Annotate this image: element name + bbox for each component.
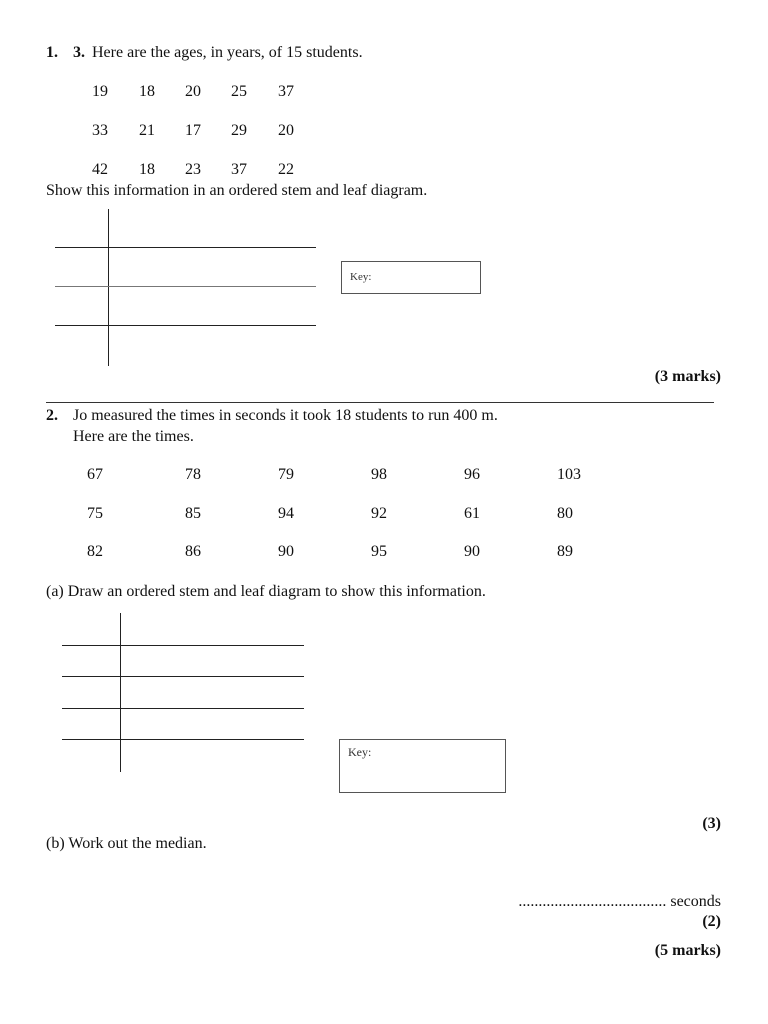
- q2-value: 90: [464, 543, 480, 560]
- q1-instruction: Show this information in an ordered stem and leaf diagram.: [46, 182, 428, 199]
- q2-value: 103: [557, 466, 581, 483]
- q1-grid-line: [55, 286, 316, 287]
- q2-total-marks: (5 marks): [654, 942, 721, 959]
- q2-part-b-marks: (2): [702, 913, 721, 930]
- q2-value: 61: [464, 505, 480, 522]
- q2-value: 82: [87, 543, 103, 560]
- q1-value: 22: [278, 161, 294, 178]
- q2-part-b: (b) Work out the median.: [46, 835, 207, 852]
- q1-prompt: Here are the ages, in years, of 15 students.: [92, 44, 363, 61]
- q1-value: 18: [139, 83, 155, 100]
- q2-part-a-marks: (3): [702, 815, 721, 832]
- q2-grid-line: [62, 708, 304, 709]
- q2-value: 85: [185, 505, 201, 522]
- q2-value: 86: [185, 543, 201, 560]
- q2-stem-divider: [120, 613, 121, 772]
- q2-value: 67: [87, 466, 103, 483]
- q2-value: 80: [557, 505, 573, 522]
- q1-value: 29: [231, 122, 247, 139]
- q1-number: 1.: [46, 44, 58, 61]
- q2-value: 79: [278, 466, 294, 483]
- q2-grid-line: [62, 739, 304, 740]
- q2-value: 98: [371, 466, 387, 483]
- q1-marks: (3 marks): [654, 368, 721, 385]
- q1-value: 37: [278, 83, 294, 100]
- q2-key-label: Key:: [348, 745, 372, 759]
- q1-value: 25: [231, 83, 247, 100]
- q1-value: 17: [185, 122, 201, 139]
- q2-part-a: (a) Draw an ordered stem and leaf diagram to show this information.: [46, 583, 486, 600]
- q2-number: 2.: [46, 407, 58, 424]
- q1-stem-divider: [108, 209, 109, 366]
- q1-grid-line: [55, 247, 316, 248]
- q2-grid-line: [62, 645, 304, 646]
- q2-answer-line[interactable]: ..................................... seconds: [518, 893, 721, 910]
- q2-value: 75: [87, 505, 103, 522]
- q1-grid-line: [55, 325, 316, 326]
- q1-key-box[interactable]: [341, 261, 481, 294]
- q1-sub-number: 3.: [73, 44, 85, 61]
- question-separator: [46, 402, 714, 403]
- q1-value: 23: [185, 161, 201, 178]
- q2-value: 90: [278, 543, 294, 560]
- q1-value: 18: [139, 161, 155, 178]
- q1-value: 21: [139, 122, 155, 139]
- q2-value: 89: [557, 543, 573, 560]
- q2-value: 92: [371, 505, 387, 522]
- q2-value: 78: [185, 466, 201, 483]
- q2-value: 95: [371, 543, 387, 560]
- q1-value: 19: [92, 83, 108, 100]
- q2-prompt-line2: Here are the times.: [73, 428, 194, 445]
- q1-value: 33: [92, 122, 108, 139]
- q1-value: 20: [278, 122, 294, 139]
- q2-value: 94: [278, 505, 294, 522]
- q2-value: 96: [464, 466, 480, 483]
- q1-value: 20: [185, 83, 201, 100]
- q2-grid-line: [62, 676, 304, 677]
- q1-value: 37: [231, 161, 247, 178]
- q1-key-label: Key:: [350, 271, 372, 283]
- q1-value: 42: [92, 161, 108, 178]
- q2-key-box[interactable]: [339, 739, 506, 793]
- q2-prompt-line1: Jo measured the times in seconds it took 18 students to run 400 m.: [73, 407, 498, 424]
